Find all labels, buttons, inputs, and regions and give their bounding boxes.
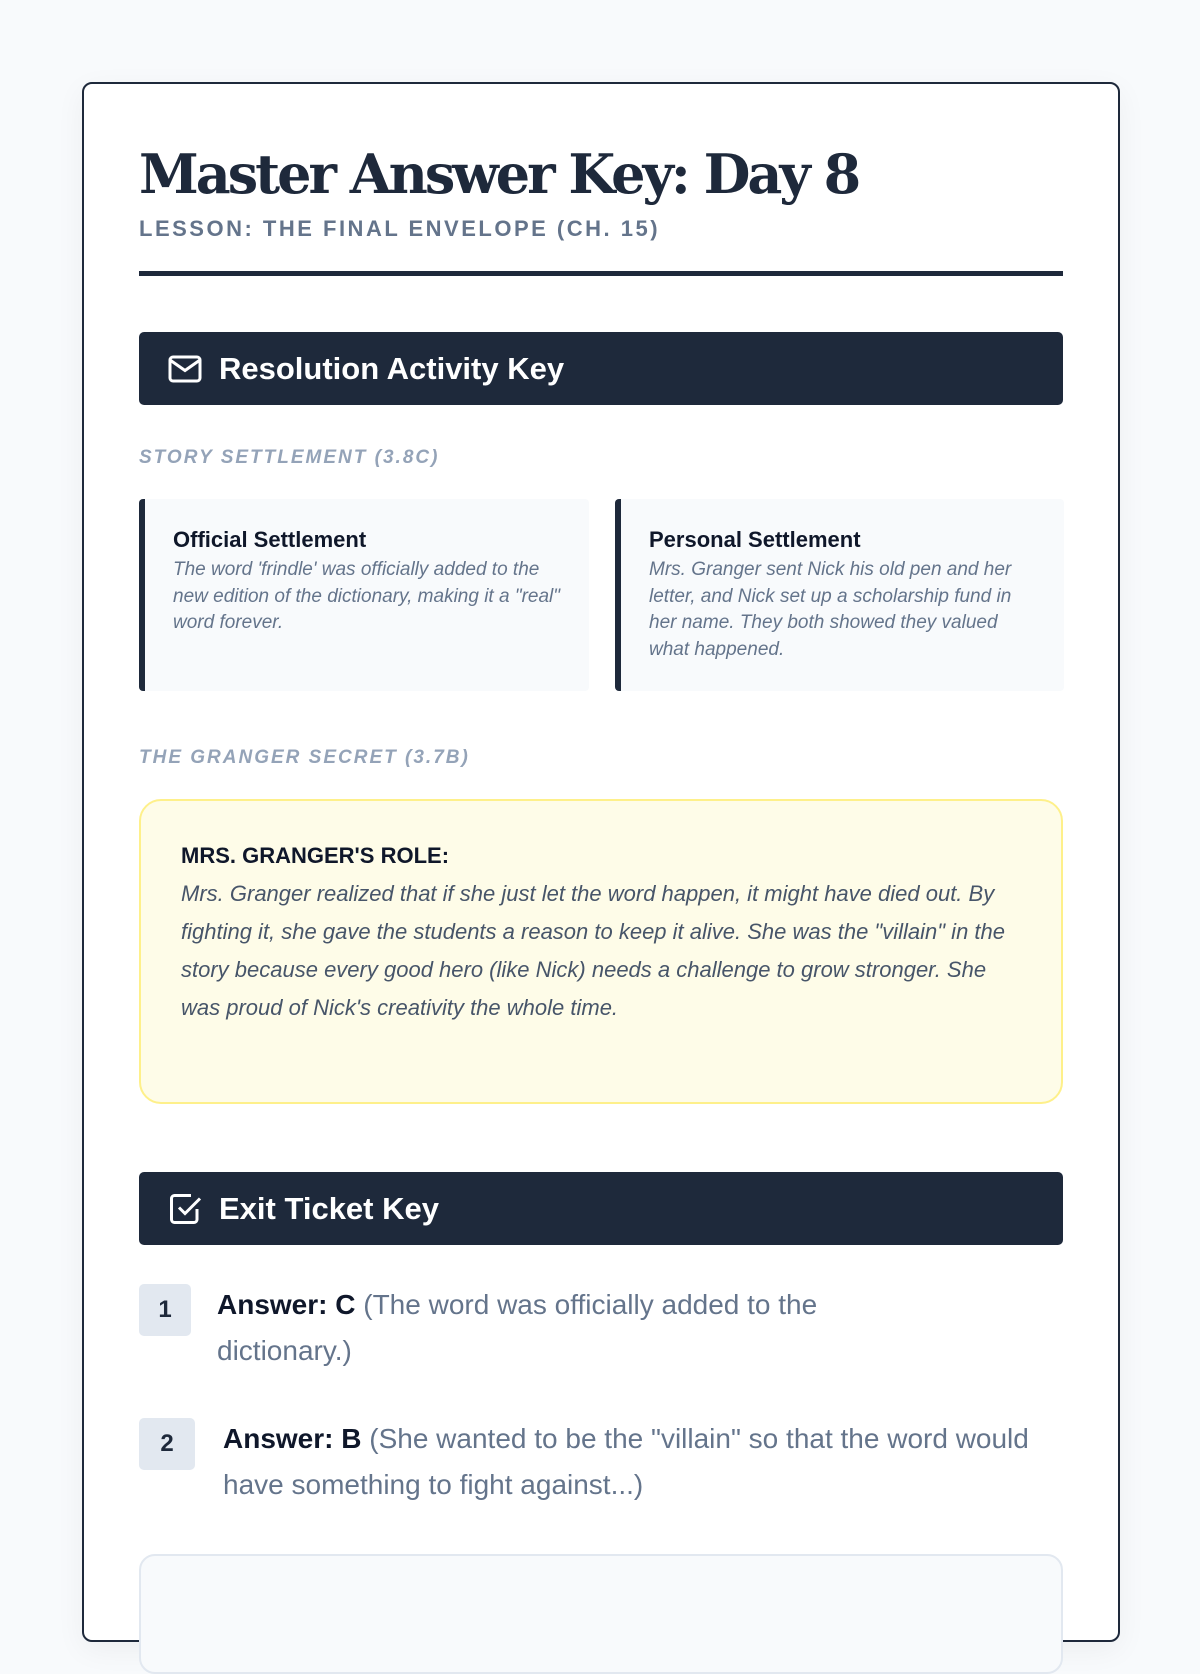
personal-settlement-card xyxy=(615,499,1064,691)
page-title: Master Answer Key: Day 8 xyxy=(139,142,859,206)
question-number: 1 xyxy=(139,1284,191,1336)
exit-question-1 xyxy=(139,1284,1063,1374)
card-text: The word 'frindle' was officially added to the new edition of the dictionary, making it a "real" word forever. xyxy=(173,559,561,633)
card-title: Personal Settlement xyxy=(649,527,861,552)
question-number: 2 xyxy=(139,1418,195,1470)
card-title: Official Settlement xyxy=(173,527,367,552)
story-settlement-label: STORY SETTLEMENT (3.8C) xyxy=(139,447,440,468)
official-settlement-card xyxy=(139,499,589,691)
answer: Answer: C xyxy=(217,1289,356,1320)
section-title: Resolution Activity Key xyxy=(219,350,565,386)
lesson-subtitle: LESSON: THE FINAL ENVELOPE (CH. 15) xyxy=(139,216,661,241)
exit-question-2 xyxy=(139,1418,1063,1508)
exit-ticket-section-header xyxy=(139,1172,1063,1245)
divider xyxy=(139,271,1063,276)
role-text: Mrs. Granger realized that if she just let the word happen, it might have died out. By fighting it, she gave the students a reason to keep it alive. She was the "villain" in the story because every good hero (like Nick) needs a challenge to grow stronger. She was proud of Nick's creativity the whole time. xyxy=(181,881,1006,1020)
answer-key-card xyxy=(82,82,1120,1642)
notes-box xyxy=(139,1554,1063,1674)
checkbox-icon xyxy=(167,1191,203,1227)
explanation: (She wanted to be the "villain" so that the word would have something to fight against...) xyxy=(223,1423,1029,1500)
explanation: (The word was officially added to the dictionary.) xyxy=(217,1289,818,1366)
section-title: Exit Ticket Key xyxy=(219,1190,439,1226)
envelope-icon xyxy=(167,351,203,387)
answer: Answer: B xyxy=(223,1423,362,1454)
granger-secret-label: THE GRANGER SECRET (3.7B) xyxy=(139,747,470,768)
role-title: MRS. GRANGER'S ROLE: xyxy=(181,843,450,868)
card-text: Mrs. Granger sent Nick his old pen and her letter, and Nick set up a scholarship fund in her name. They both showed they valued what happened. xyxy=(649,559,1012,660)
resolution-section-header xyxy=(139,332,1063,405)
granger-role-box xyxy=(139,799,1063,1104)
